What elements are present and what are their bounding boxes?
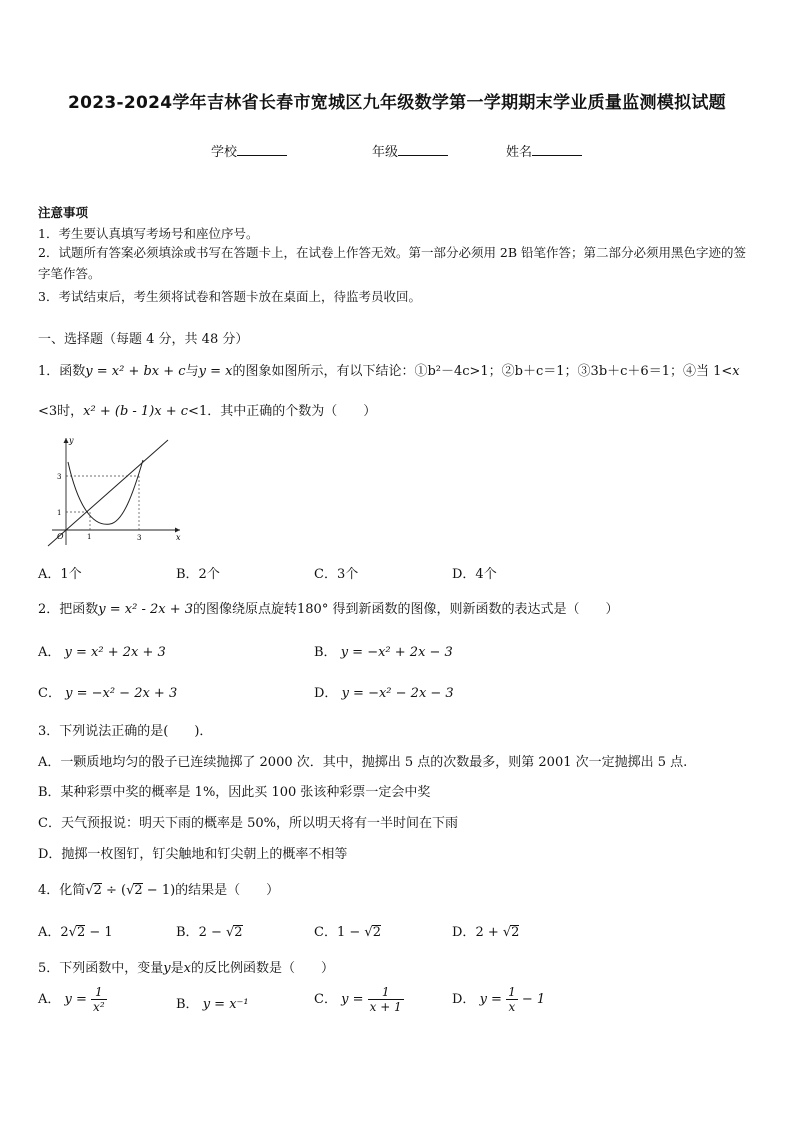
q2-option-b[interactable]: B． y = −x² + 2x − 3 bbox=[314, 645, 453, 660]
tick-label-y3: 3 bbox=[57, 473, 62, 481]
q1-stem-line1: 1．函数y = x² + bx + c与y = x的图象如图所示，有以下结论：①b²－4c>1；②b＋c＝1；③3b＋c＋6＝1；④当 1<x bbox=[38, 364, 740, 379]
school-field: 学校 bbox=[211, 141, 287, 160]
name-blank[interactable] bbox=[532, 143, 582, 156]
x-axis-arrow-icon bbox=[175, 528, 180, 533]
q4-option-b[interactable]: B．2 − √2 bbox=[176, 925, 243, 940]
y-axis-label: y bbox=[69, 436, 74, 445]
page-title: 2023-2024学年吉林省长春市宽城区九年级数学第一学期期末学业质量监测模拟试题 bbox=[68, 93, 726, 113]
q4-option-d[interactable]: D．2 + √2 bbox=[452, 925, 520, 940]
q3-option-c[interactable]: C．天气预报说：明天下雨的概率是 50%，所以明天将有一半时间在下雨 bbox=[38, 816, 458, 831]
q1-option-a[interactable]: A．1个 bbox=[38, 567, 82, 582]
note-item: 3．考试结束后，考生须将试卷和答题卡放在桌面上，待监考员收回。 bbox=[38, 289, 421, 304]
q2-option-a[interactable]: A． y = x² + 2x + 3 bbox=[38, 645, 166, 660]
grade-field: 年级 bbox=[372, 141, 448, 160]
q5-option-d[interactable]: D． y = $\frac{1}{x}$ − 1 bbox=[452, 985, 546, 1014]
y-axis-arrow-icon bbox=[64, 438, 69, 443]
q3-option-d[interactable]: D．抛掷一枚图钉，钉尖触地和钉尖朝上的概率不相等 bbox=[38, 847, 348, 862]
x-axis-label: x bbox=[176, 533, 181, 542]
q1-option-d[interactable]: D．4个 bbox=[452, 567, 497, 582]
q1-stem-line2: <3时，x² + (b - 1)x + c<1．其中正确的个数为（ ） bbox=[38, 404, 377, 419]
q4-stem: 4．化简√2 ÷ (√2 − 1)的结果是（ ） bbox=[38, 883, 280, 898]
q2-option-c[interactable]: C． y = −x² − 2x + 3 bbox=[38, 686, 178, 701]
q1-function-graph bbox=[38, 432, 188, 547]
q3-option-b[interactable]: B．某种彩票中奖的概率是 1%，因此买 100 张该种彩票一定会中奖 bbox=[38, 785, 431, 800]
q3-option-a[interactable]: A．一颗质地均匀的骰子已连续抛掷了 2000 次．其中，抛掷出 5 点的次数最多，则第 2001 次一定抛掷出 5 点. bbox=[38, 755, 688, 770]
tick-label-x1: 1 bbox=[87, 533, 92, 541]
tick-label-y1: 1 bbox=[57, 509, 62, 517]
q5-option-c[interactable]: C． y = $\frac{1}{x + 1}$ bbox=[314, 985, 402, 1014]
note-item: 2．试题所有答案必须填涂或书写在答题卡上，在试卷上作答无效。第一部分必须用 2B 铅笔作答；第二部分必须用黑色字迹的签字笔作答。 bbox=[38, 245, 747, 281]
q4-option-a[interactable]: A．2√2 − 1 bbox=[38, 925, 113, 940]
q1-option-b[interactable]: B．2个 bbox=[176, 567, 220, 582]
section-heading: 一、选择题（每题 4 分，共 48 分） bbox=[38, 332, 249, 347]
grade-blank[interactable] bbox=[398, 143, 448, 156]
student-info-fields bbox=[0, 141, 794, 161]
q5-option-a[interactable]: A． y = $\frac{1}{\text{x²}}$ bbox=[38, 985, 105, 1014]
q1-option-c[interactable]: C．3个 bbox=[314, 567, 359, 582]
q5-stem: 5．下列函数中，变量y是x的反比例函数是（ ） bbox=[38, 961, 335, 976]
q3-stem: 3．下列说法正确的是( )． bbox=[38, 724, 213, 739]
q5-option-b[interactable]: B． y = x⁻¹ bbox=[176, 997, 249, 1012]
parabola-curve bbox=[68, 460, 143, 524]
school-blank[interactable] bbox=[237, 143, 287, 156]
notes-heading: 注意事项 bbox=[38, 205, 89, 220]
q2-stem: 2．把函数y = x² - 2x + 3的图像绕原点旋转180° 得到新函数的图像，则新函数的表达式是（ ） bbox=[38, 602, 619, 617]
name-field: 姓名 bbox=[506, 141, 582, 160]
q4-option-c[interactable]: C．1 − √2 bbox=[314, 925, 381, 940]
tick-label-x3: 3 bbox=[137, 534, 142, 542]
note-item: 1．考生要认真填写考场号和座位序号。 bbox=[38, 226, 259, 241]
q2-option-d[interactable]: D． y = −x² − 2x − 3 bbox=[314, 686, 454, 701]
origin-label: O bbox=[57, 532, 64, 541]
